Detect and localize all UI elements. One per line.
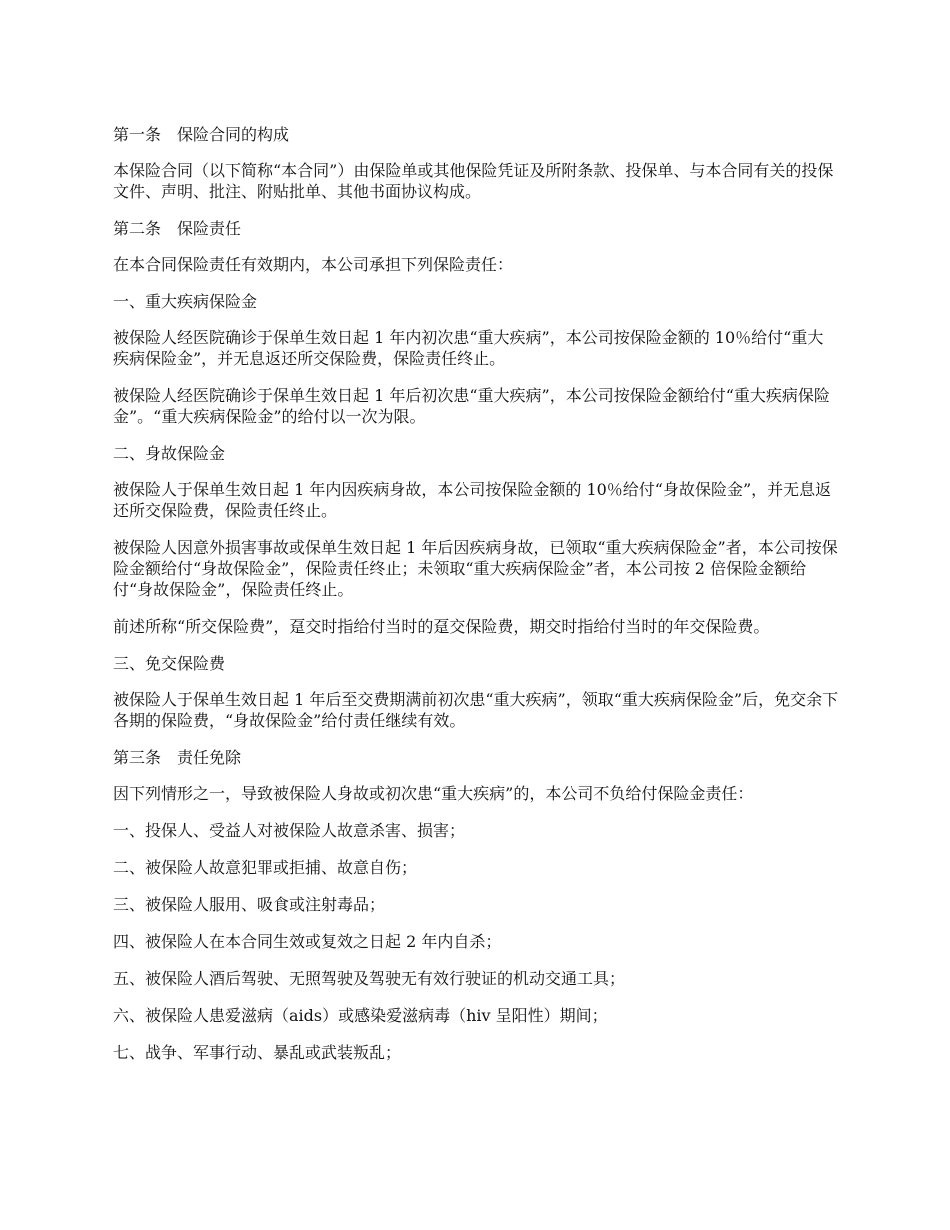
exclusion-item-1: 一、投保人、受益人对被保险人故意杀害、损害； [113,821,466,840]
article-1-text: 本保险合同（以下简称“本合同”）由保险单或其他保险凭证及所附条款、投保单、与本合同有关的投保文件、声明、批注、附贴批单、其他书面协议构成。 [113,161,834,201]
document-page [113,124,839,1079]
exclusion-item-4: 四、被保险人在本合同生效或复效之日起 2 年内自杀； [113,932,502,951]
exclusion-item-3: 三、被保险人服用、吸食或注射毒品； [113,895,386,914]
article-3-title: 第三条 责任免除 [113,748,242,767]
section-critical-illness-title: 一、重大疾病保险金 [113,292,258,311]
article-2-intro: 在本合同保险责任有效期内，本公司承担下列保险责任： [113,255,514,274]
article-1-title: 第一条 保险合同的构成 [113,125,290,144]
death-benefit-accident-or-after: 被保险人因意外损害事故或保单生效日起 1 年后因疾病身故，已领取“重大疾病保险金”者，本公司按保险金额给付“身故保险金”，保险责任终止；未领取“重大疾病保险金”者，本公司按 2 倍保险金额给付“身故保险金”，保险责任终止。 [113,538,838,599]
premium-waiver-text: 被保险人于保单生效日起 1 年后至交费期满前初次患“重大疾病”，领取“重大疾病保险金”后，免交余下各期的保险费，“身故保险金”给付责任继续有效。 [113,690,839,730]
article-2-title: 第二条 保险责任 [113,219,242,238]
section-premium-waiver-title: 三、免交保险费 [113,654,226,673]
premium-definition: 前述所称“所交保险费”，趸交时指给付当时的趸交保险费，期交时指给付当时的年交保险费。 [113,617,770,636]
section-death-benefit-title: 二、身故保险金 [113,444,226,463]
critical-illness-within-1-year: 被保险人经医院确诊于保单生效日起 1 年内初次患“重大疾病”，本公司按保险金额的 10％给付“重大疾病保险金”，并无息返还所交保险费，保险责任终止。 [113,328,824,368]
exclusion-item-5: 五、被保险人酒后驾驶、无照驾驶及驾驶无有效行驶证的机动交通工具； [113,969,626,988]
death-benefit-within-1-year: 被保险人于保单生效日起 1 年内因疾病身故，本公司按保险金额的 10％给付“身故保险金”，并无息返还所交保险费，保险责任终止。 [113,480,832,520]
exclusion-item-7: 七、战争、军事行动、暴乱或武装叛乱； [113,1043,402,1062]
exclusion-item-2: 二、被保险人故意犯罪或拒捕、故意自伤； [113,858,418,877]
exclusions-intro: 因下列情形之一，导致被保险人身故或初次患“重大疾病”的，本公司不负给付保险金责任： [113,784,754,803]
critical-illness-after-1-year: 被保险人经医院确诊于保单生效日起 1 年后初次患“重大疾病”，本公司按保险金额给付“重大疾病保险金”。“重大疾病保险金”的给付以一次为限。 [113,386,830,426]
exclusion-item-6: 六、被保险人患爱滋病（aids）或感染爱滋病毒（hiv 呈阳性）期间； [113,1006,608,1025]
